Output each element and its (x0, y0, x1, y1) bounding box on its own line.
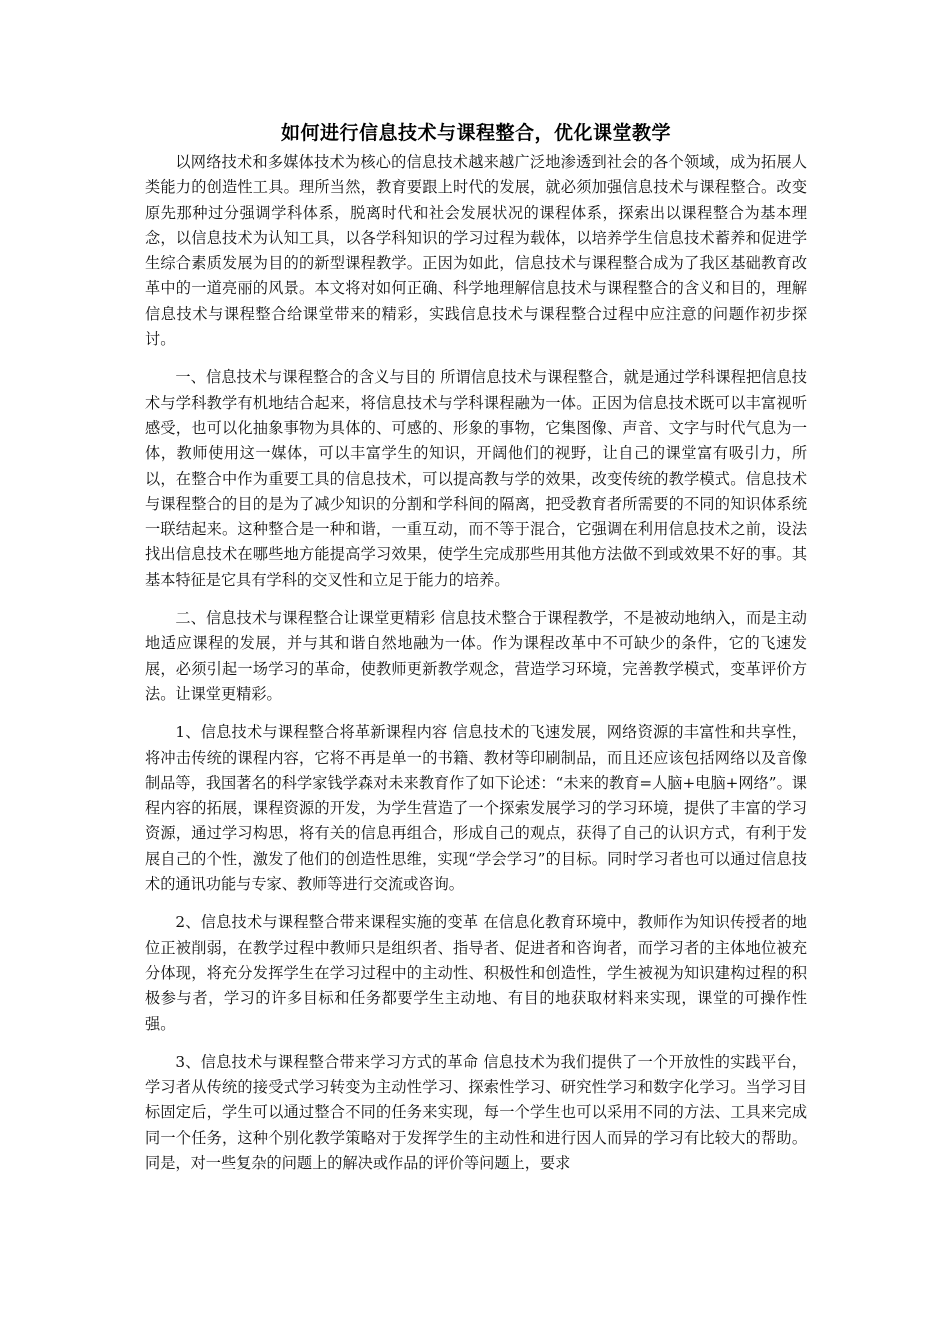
section-two-paragraph: 二、信息技术与课程整合让课堂更精彩 信息技术整合于课程教学，不是被动地纳入，而是主动地适应课程的发展，并与其和谐自然地融为一体。作为课程改革中不可缺少的条件，它的飞速发展，必须引起一场学习的革命，使教师更新教学观念，营造学习环境，完善教学模式，变革评价方法。让课堂更精彩。 (145, 609, 807, 703)
point-three-paragraph: 3、信息技术与课程整合带来学习方式的革命 信息技术为我们提供了一个开放性的实践平台，学习者从传统的接受式学习转变为主动性学习、探索性学习、研究性学习和数字化学习。当学习目标固定后，学生可以通过整合不同的任务来实现，每一个学生也可以采用不同的方法、工具来完成同一个任务，这种个别化教学策略对于发挥学生的主动性和进行因人而异的学习有比较大的帮助。同是，对一些复杂的问题上的解决或作品的评价等问题上，要求 (145, 1052, 807, 1172)
section-one-paragraph: 一、信息技术与课程整合的含义与目的 所谓信息技术与课程整合，就是通过学科课程把信息技术与学科教学有机地结合起来，将信息技术与学科课程融为一体。正因为信息技术既可以丰富视听感受，也可以化抽象事物为具体的、可感的、形象的事物，它集图像、声音、文字与时代气息为一体，教师使用这一媒体，可以丰富学生的知识，开阔他们的视野，让自己的课堂富有吸引力，所以，在整合中作为重要工具的信息技术，可以提高教与学的效果，改变传统的教学模式。信息技术与课程整合的目的是为了减少知识的分割和学科间的隔离，把受教育者所需要的不同的知识体系统一联结起来。这种整合是一种和谐，一重互动，而不等于混合，它强调在利用信息技术之前，设法找出信息技术在哪些地方能提高学习效果，使学生完成那些用其他方法做不到或效果不好的事。其基本特征是它具有学科的交叉性和立足于能力的培养。 (145, 368, 807, 589)
document-title: 如何进行信息技术与课程整合，优化课堂教学 (280, 122, 671, 144)
intro-paragraph: 以网络技术和多媒体技术为核心的信息技术越来越广泛地渗透到社会的各个领域，成为拓展人类能力的创造性工具。理所当然，教育要跟上时代的发展，就必须加强信息技术与课程整合。改变原先那种过分强调学科体系，脱离时代和社会发展状况的课程体系，探索出以课程整合为基本理念，以信息技术为认知工具，以各学科知识的学习过程为载体，以培养学生信息技术蓄养和促进学生综合素质发展为目的的新型课程教学。正因为如此，信息技术与课程整合成为了我区基础教育改革中的一道亮丽的风景。本文将对如何正确、科学地理解信息技术与课程整合的含义和目的，理解信息技术与课程整合给课堂带来的精彩，实践信息技术与课程整合过程中应注意的问题作初步探讨。 (145, 153, 807, 349)
point-one-paragraph: 1、信息技术与课程整合将革新课程内容 信息技术的飞速发展，网络资源的丰富性和共享性，将冲击传统的课程内容，它将不再是单一的书籍、教材等印刷制品，而且还应该包括网络以及音像制品等，我国著名的科学家钱学森对未来教育作了如下论述：“未来的教育=人脑+电脑+网络”。课程内容的拓展，课程资源的开发，为学生营造了一个探索发展学习的学习环境，提供了丰富的学习资源，通过学习构思，将有关的信息再组合，形成自己的观点，获得了自己的认识方式，有利于发展自己的个性，激发了他们的创造性思维，实现“学会学习”的目标。同时学习者也可以通过信息技术的通讯功能与专家、教师等进行交流或咨询。 (145, 723, 807, 894)
document-page (145, 118, 807, 1189)
point-two-paragraph: 2、信息技术与课程整合带来课程实施的变革 在信息化教育环境中，教师作为知识传授者的地位正被削弱，在教学过程中教师只是组织者、指导者、促进者和咨询者，而学习者的主体地位被充分体现，将充分发挥学生在学习过程中的主动性、积极性和创造性，学生被视为知识建构过程的积极参与者，学习的许多目标和任务都要学生主动地、有目的地获取材料来实现，课堂的可操作性强。 (145, 913, 807, 1033)
